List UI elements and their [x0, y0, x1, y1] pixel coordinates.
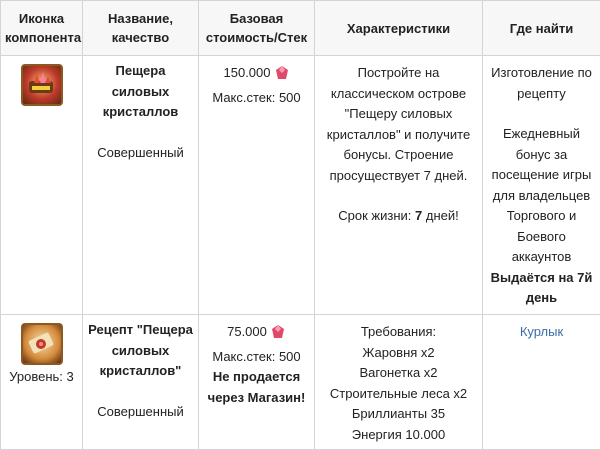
item-level: Уровень: 3 [5, 367, 78, 388]
where-link[interactable]: Курлык [520, 324, 563, 339]
requirements-title: Требования: [319, 322, 478, 343]
name-cell [83, 56, 199, 315]
lifetime-value: 7 [415, 208, 422, 223]
header-name: Название, качество [83, 1, 199, 56]
where-craft: Изготовление по рецепту [487, 63, 596, 104]
characteristics-cell [315, 315, 483, 450]
item-name: Пещера силовых кристаллов [87, 61, 194, 123]
where-day: Выдаётся на 7й день [487, 268, 596, 309]
table-row [1, 56, 600, 315]
cost-cell [199, 315, 315, 450]
ruby-icon [274, 65, 290, 88]
price-line [203, 322, 310, 347]
name-cell [83, 315, 199, 450]
price-value: 150.000 [224, 65, 271, 80]
item-quality: Совершенный [87, 143, 194, 164]
header-characteristics: Характеристики [315, 1, 483, 56]
requirement-item: Строительные леса x2 [319, 384, 478, 405]
stack-label: Макс.стек: 500 [203, 347, 310, 368]
lifetime: Срок жизни: 7 дней! [319, 206, 478, 227]
header-cost: Базовая стоимость/Стек [199, 1, 315, 56]
characteristics-cell [315, 56, 483, 315]
item-name: Рецепт "Пещера силовых кристаллов" [87, 320, 194, 382]
price-value: 75.000 [227, 324, 267, 339]
stack-label: Макс.стек: 500 [203, 88, 310, 109]
description: Постройте на классическом острове "Пещеру силовых кристаллов" и получите бонусы. Строение просуществует 7 дней. [319, 63, 478, 186]
header-where: Где найти [483, 1, 600, 56]
where-daily-bonus: Ежедневный бонус за посещение игры для владельцев Торгового и Боевого аккаунтов [487, 124, 596, 268]
table-row [1, 315, 600, 450]
item-quality: Совершенный [87, 402, 194, 423]
where-cell [483, 56, 600, 315]
price-line [203, 63, 310, 88]
where-cell [483, 315, 600, 450]
requirement-item: Вагонетка x2 [319, 363, 478, 384]
icon-cell [1, 56, 83, 315]
cost-cell [199, 56, 315, 315]
requirement-item: Энергия 10.000 [319, 425, 478, 446]
requirement-item: Жаровня x2 [319, 343, 478, 364]
header-icon: Иконка компонента [1, 1, 83, 56]
ruby-icon [270, 324, 286, 347]
table-header-row [1, 1, 600, 56]
crystal-cave-icon [21, 64, 63, 106]
requirement-item: Бриллианты 35 [319, 404, 478, 425]
scroll-recipe-icon [21, 323, 63, 365]
icon-cell [1, 315, 83, 450]
no-shop-note: Не продается через Магазин! [203, 367, 310, 408]
